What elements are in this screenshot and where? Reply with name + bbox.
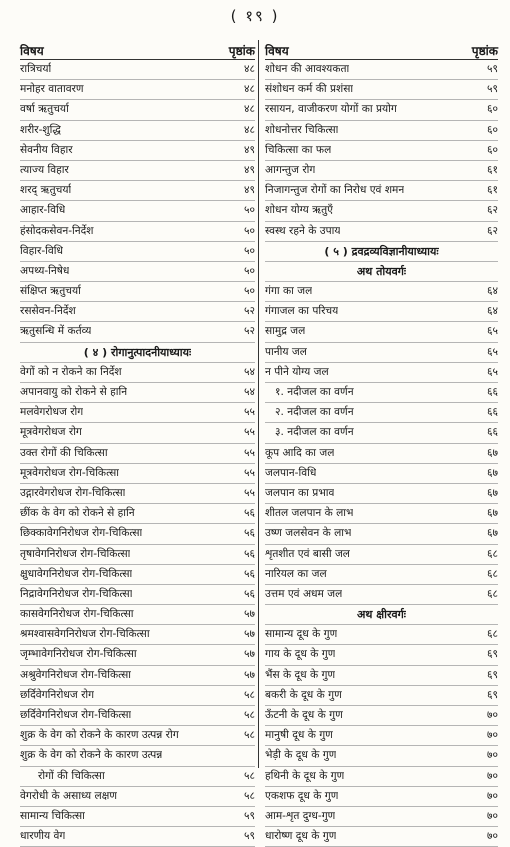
topic-header: विषय [20,44,44,58]
entry-page: ५९ [486,83,498,96]
entry-title: भेड़ी के दूध के गुण [265,749,337,762]
entry-page: ७० [486,749,498,762]
entry-page: ५८ [243,709,255,721]
toc-entry [20,666,255,686]
entry-title: जलपान का प्रभाव [265,486,335,499]
entry-title: छर्दिवेगनिरोधज रोग [20,688,95,701]
entry-page: ६८ [486,547,498,560]
entry-title: सेवनीय विहार [20,143,73,156]
entry-title: संशोधन कर्म की प्रशंसा [265,83,354,96]
entry-title: अश्रुवेगनिरोधज रोग-चिकित्सा [20,668,132,681]
toc-entry [265,787,498,807]
entry-page: ७० [486,769,498,782]
toc-entry [20,322,255,342]
entry-page: ५० [243,244,255,257]
entry-page: ५० [243,264,255,277]
entry-title: नारियल का जल [265,567,327,580]
toc-entry [265,666,498,686]
entry-title: जृम्भावेगनिरोधज रोग-चिकित्सा [20,648,137,661]
entry-title: तृषावेगनिरोधज रोग-चिकित्सा [20,547,131,560]
entry-page: ६० [486,123,498,136]
entry-title: ( ५ ) द्रवद्रव्यविज्ञानीयाध्यायः [324,244,439,258]
entry-page: ६१ [486,184,498,197]
entry-page: ५४ [243,386,255,398]
toc-entry [20,222,255,242]
entry-page: ५६ [243,527,255,540]
entry-title: शोधन योग्य ऋतुएँ [265,204,334,217]
toc-entry [265,484,498,504]
entry-page: ५५ [243,406,255,419]
entry-page: ६७ [486,507,498,520]
topic-header: विषय [265,44,289,58]
toc-entry [20,100,255,120]
entry-title: रोगों की चिकित्सा [38,769,105,782]
toc-entry [20,383,255,403]
entry-title: भैंस के दूध के गुण [265,668,336,681]
toc-entry [20,302,255,322]
left-column [20,40,259,843]
entry-title: चिकित्सा का फल [265,143,332,156]
entry-title: रससेवन-निर्देश [20,305,76,318]
entry-page: ५८ [243,769,255,782]
entry-title: मूत्रवेगरोधज रोग [20,426,82,439]
toc-entry [20,181,255,201]
entry-title: सामान्य चिकित्सा [20,809,85,822]
entry-page: ६४ [486,305,498,318]
entry-title: अथ क्षीरवर्गः [356,608,407,622]
entry-title: वेगों को न रोकने का निर्देश [20,365,122,378]
toc-entry [20,686,255,706]
entry-title: कासवेगनिरोधज रोग-चिकित्सा [20,608,134,621]
entry-title: न पीने योग्य जल [265,365,329,378]
toc-entry [265,726,498,746]
entry-title: मूत्रवेगरोधज रोग-चिकित्सा [20,466,120,479]
entry-page: ५५ [243,466,255,479]
toc-entry [265,524,498,544]
toc-entry [265,403,498,423]
toc-entry [265,545,498,565]
entry-page: ६४ [486,285,498,298]
section-heading [20,343,255,363]
toc-entry [265,585,498,605]
toc-entry [265,504,498,524]
toc-entry [20,60,255,80]
toc-entry [20,767,255,787]
entry-page: ७० [486,729,498,742]
toc-entry [20,141,255,161]
entry-page: ७० [486,809,498,822]
toc-entry [20,625,255,645]
entry-title: धारणीय वेग [20,830,66,843]
entry-page: ६० [486,103,498,116]
entry-page: ६७ [486,486,498,499]
entry-page: ५५ [243,426,255,439]
toc-entry [265,746,498,766]
toc-entry [20,464,255,484]
entry-title: त्याज्य विहार [20,163,69,176]
toc-entry [265,686,498,706]
toc-entry [20,444,255,464]
entry-page: ७० [486,709,498,721]
entry-page: ५० [243,285,255,298]
entry-title: १. नदीजल का वर्णन [275,386,354,398]
entry-title: शुक्र के वेग को रोकने के कारण उत्पन्न [20,749,163,762]
entry-title: उत्तम एवं अधम जल [265,587,343,600]
entry-page: ५६ [243,587,255,600]
entry-title: वर्षा ऋतुचर्या [20,103,69,116]
entry-page: ५९ [486,63,498,75]
entry-title: आम-शृत दुग्ध-गुण [265,809,336,822]
entry-title: शोधनोत्तर चिकित्सा [265,123,339,136]
entry-title: शीतल जलपान के लाभ [265,507,354,520]
entry-page: ४८ [243,123,255,136]
entry-title: बकरी के दूध के गुण [265,688,342,701]
entry-title: धारोष्ण दूध के गुण [265,830,337,843]
entry-title: रात्रिचर्या [20,63,52,75]
toc-entry [265,706,498,726]
toc-entry [20,827,255,847]
entry-page: ५८ [243,688,255,701]
toc-entry [20,565,255,585]
entry-page: ५८ [243,729,255,742]
toc-entry [20,282,255,302]
toc-entry [265,100,498,120]
toc-entry [20,726,255,746]
entry-page: ५८ [243,789,255,802]
toc-entry [265,302,498,322]
entry-title: ऋतुसन्धि में कर्तव्य [20,325,92,338]
entry-page: ६९ [486,688,498,701]
toc-entry [20,645,255,665]
toc-entry [20,262,255,282]
section-heading [265,605,498,625]
entry-page: ५२ [243,325,255,338]
contents-table [20,40,498,843]
section-heading [265,242,498,262]
toc-entry [265,322,498,342]
entry-title: संक्षिप्त ऋतुचर्या [20,285,81,298]
entry-title: छर्दिवेगनिरोधज रोग-चिकित्सा [20,709,132,721]
entry-page: ५६ [243,547,255,560]
entry-title: निद्रावेगनिरोधज रोग-चिकित्सा [20,587,133,600]
toc-entry [265,625,498,645]
entry-title: शुक्र के वेग को रोकने के कारण उत्पन्न रोग [20,729,179,742]
toc-entry [265,464,498,484]
entry-page: ६८ [486,567,498,580]
entry-title: रसायन, वाजीकरण योगों का प्रयोग [265,103,397,116]
entry-title: शृतशीत एवं बासी जल [265,547,350,560]
toc-entry [20,80,255,100]
toc-entry [20,706,255,726]
entry-page: ६५ [486,345,498,358]
right-entries [265,60,498,847]
entry-title: क्षुधावेगनिरोधज रोग-चिकित्सा [20,567,133,580]
entry-title: पानीय जल [265,345,307,358]
entry-title: वेगरोधी के असाध्य लक्षण [20,789,117,802]
entry-page: ५० [243,224,255,237]
entry-page: ६७ [486,466,498,479]
entry-title: स्वस्थ रहने के उपाय [265,224,341,237]
section-heading [265,262,498,282]
entry-page: ४९ [243,163,255,176]
toc-entry [20,201,255,221]
entry-page: ४९ [243,143,255,156]
entry-page: ६६ [486,386,498,398]
entry-page: ६१ [486,163,498,176]
entry-page: ५७ [243,668,255,681]
toc-entry [20,121,255,141]
entry-title: अपथ्य-निषेध [20,264,70,277]
toc-entry [265,423,498,443]
entry-title: ( ४ ) रोगानुत्पादनीयाध्यायः [83,345,192,359]
page-number: ( १९ ) [230,7,280,25]
entry-title: सामान्य दूध के गुण [265,628,338,641]
entry-title: विहार-विधि [20,244,64,257]
entry-title: उद्गारवेगरोधज रोग-चिकित्सा [20,486,126,499]
entry-page: ६५ [486,325,498,338]
entry-title: आहार-विधि [20,204,66,217]
toc-entry [20,746,255,766]
entry-page: ६८ [486,587,498,600]
toc-entry [265,282,498,302]
entry-page: ६२ [486,204,498,217]
toc-entry [265,363,498,383]
toc-entry [20,545,255,565]
entry-title: हथिनी के दूध के गुण [265,769,345,782]
toc-entry [265,80,498,100]
entry-page: ६९ [486,668,498,681]
entry-page: ५२ [243,305,255,318]
entry-title: शरद् ऋतुचर्या [20,184,72,197]
entry-page: ५६ [243,567,255,580]
entry-title: २. नदीजल का वर्णन [275,406,354,419]
entry-title: मानुषी दूध के गुण [265,729,333,742]
entry-page: ५६ [243,507,255,520]
entry-title: मलवेगरोधज रोग [20,406,84,419]
entry-page: ५४ [243,365,255,378]
entry-page: ४९ [243,184,255,197]
page-header: पृष्ठांक [228,44,255,58]
toc-entry [265,645,498,665]
right-column [259,40,498,843]
entry-page: ६७ [486,527,498,540]
toc-entry [265,181,498,201]
entry-page: ५५ [243,486,255,499]
toc-entry [265,383,498,403]
entry-title: सामुद्र जल [265,325,306,338]
toc-entry [265,161,498,181]
toc-entry [265,121,498,141]
toc-entry [20,787,255,807]
toc-entry [265,141,498,161]
toc-entry [20,161,255,181]
toc-entry [20,363,255,383]
entry-page: ५० [243,204,255,217]
toc-entry [265,444,498,464]
entry-title: उक्त रोगों की चिकित्सा [20,446,108,459]
left-column-header [20,40,255,60]
entry-page: ५५ [243,446,255,459]
entry-page: ६७ [486,446,498,459]
entry-page: ४८ [243,63,255,75]
entry-page: ६६ [486,406,498,419]
entry-title: मनोहर वातावरण [20,83,84,96]
entry-page: ४८ [243,103,255,116]
entry-page: ७० [486,789,498,802]
entry-page: ६५ [486,365,498,378]
entry-title: गाय के दूध के गुण [265,648,336,661]
entry-title: गंगा का जल [265,285,313,298]
entry-title: आगन्तुज रोग [265,163,316,176]
toc-entry [265,201,498,221]
toc-entry [265,343,498,363]
toc-entry [20,605,255,625]
entry-page: ६२ [486,224,498,237]
toc-entry [20,524,255,544]
toc-entry [265,767,498,787]
entry-page: ६९ [486,648,498,661]
toc-entry [265,222,498,242]
entry-title: अपानवायु को रोकने से हानि [20,386,128,398]
entry-page: ५७ [243,628,255,641]
toc-entry [20,484,255,504]
entry-title: हंसोदकसेवन-निर्देश [20,224,94,237]
entry-title: एकशफ दूध के गुण [265,789,339,802]
entry-page: ६८ [486,628,498,641]
entry-page: ७० [486,830,498,843]
toc-entry [20,504,255,524]
entry-title: कूप आदि का जल [265,446,335,459]
right-column-header [265,40,498,60]
entry-title: अथ तोयवर्गः [356,264,407,278]
entry-title: जलपान-विधि [265,466,317,479]
entry-page: ४८ [243,83,255,96]
entry-title: छिक्कावेगनिरोधज रोग-चिकित्सा [20,527,143,540]
entry-page: ५९ [243,830,255,843]
entry-page: ५७ [243,608,255,621]
entry-title: ३. नदीजल का वर्णन [275,426,354,439]
entry-title: शरीर-शुद्धि [20,123,61,136]
toc-entry [20,403,255,423]
entry-title: छींक के वेग को रोकने से हानि [20,507,135,520]
entry-page: ५९ [243,809,255,822]
entry-page: ६० [486,143,498,156]
entry-page: ६६ [486,426,498,439]
toc-entry [20,807,255,827]
toc-entry [20,585,255,605]
toc-entry [265,827,498,847]
entry-title: उष्ण जलसेवन के लाभ [265,527,352,540]
entry-title: गंगाजल का परिचय [265,305,339,318]
toc-entry [20,242,255,262]
entry-page: ५७ [243,648,255,661]
left-entries [20,60,255,847]
page-header: पृष्ठांक [471,44,498,58]
toc-entry [265,60,498,80]
toc-entry [265,807,498,827]
entry-title: निजागन्तुज रोगों का निरोध एवं शमन [265,184,405,197]
entry-title: शोधन की आवश्यकता [265,63,350,75]
toc-entry [20,423,255,443]
toc-entry [265,565,498,585]
entry-title: श्रमश्वासवेगनिरोधज रोग-चिकित्सा [20,628,150,641]
entry-title: ऊँटनी के दूध के गुण [265,709,343,721]
